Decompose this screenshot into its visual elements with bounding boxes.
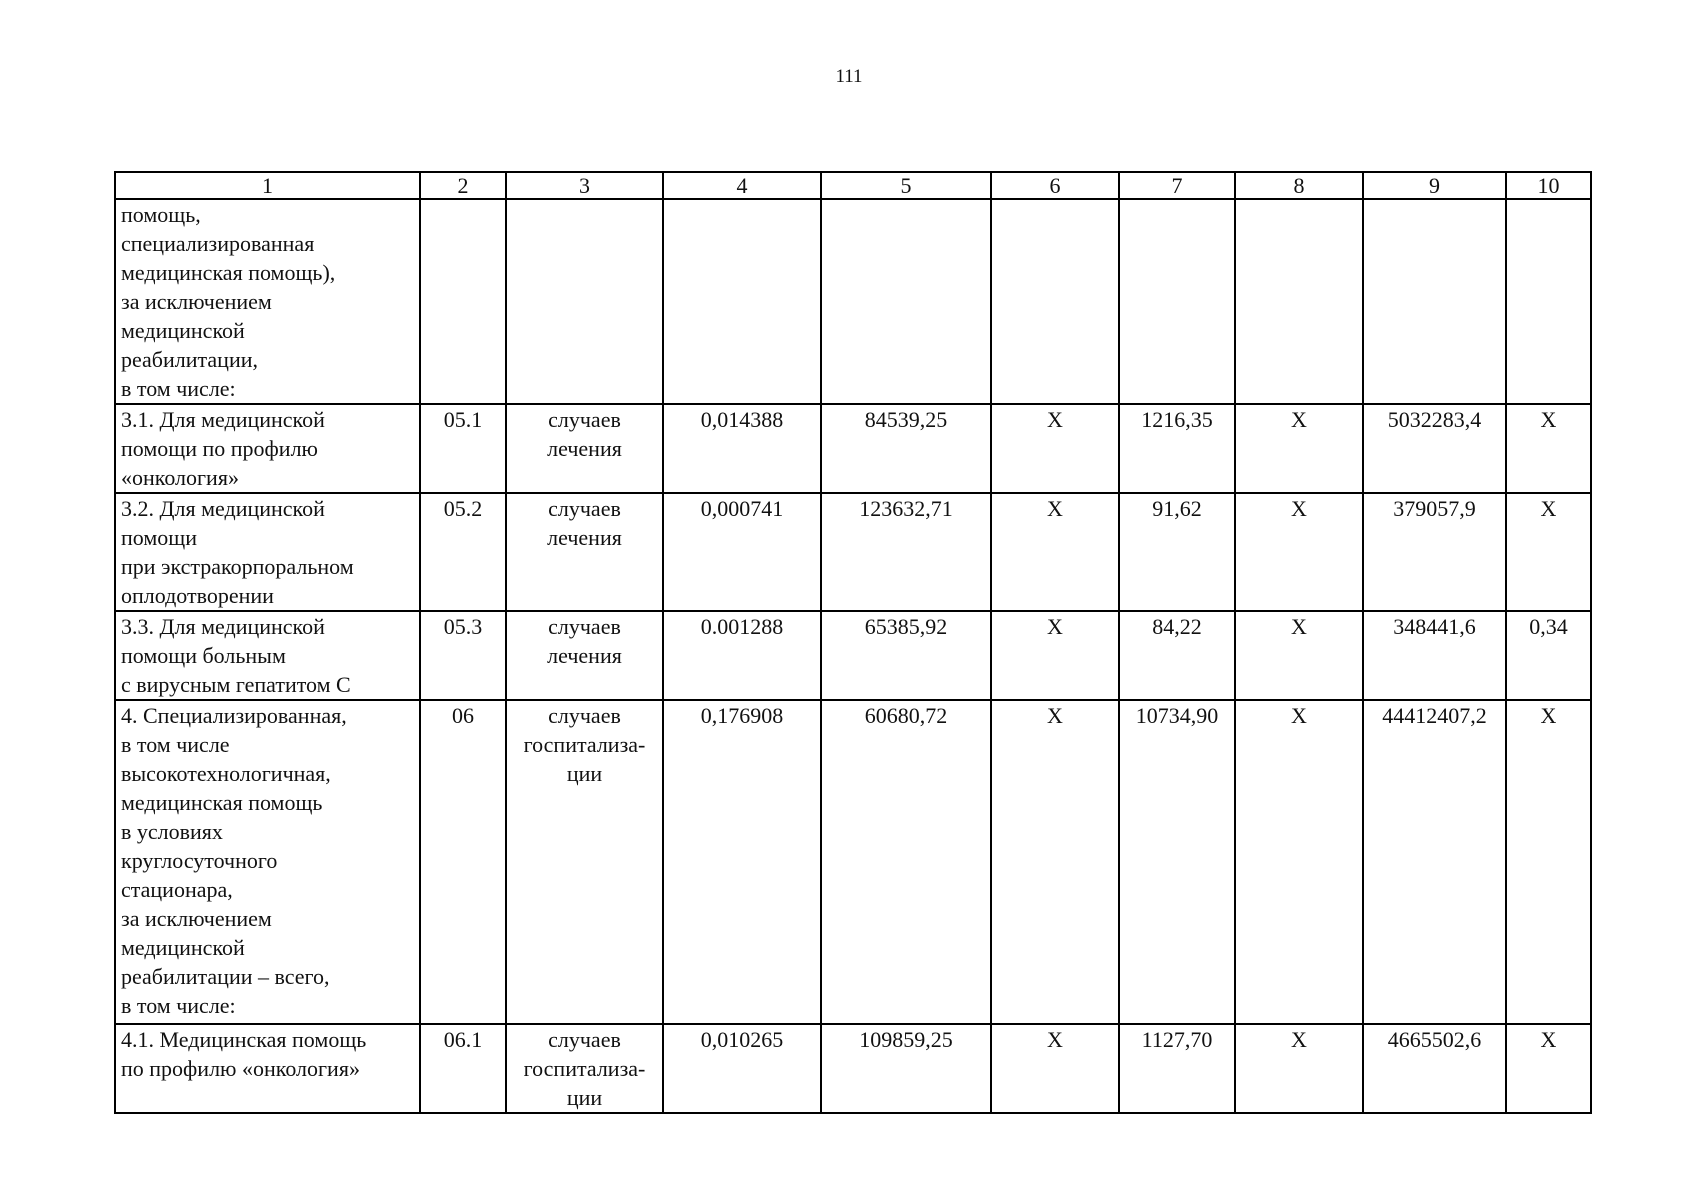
cell-col7 <box>1119 199 1235 404</box>
cell-col6: X <box>991 493 1119 611</box>
cell-col10: X <box>1506 404 1591 493</box>
column-number: 2 <box>420 172 506 199</box>
column-number: 5 <box>821 172 991 199</box>
cell-col6: X <box>991 404 1119 493</box>
cell-col5: 60680,72 <box>821 700 991 1024</box>
cell-col9: 348441,6 <box>1363 611 1506 700</box>
cell-col6: X <box>991 611 1119 700</box>
data-table <box>114 171 1592 1114</box>
row-code: 05.2 <box>420 493 506 611</box>
cell-col10: X <box>1506 493 1591 611</box>
cell-col6: X <box>991 1024 1119 1113</box>
column-number: 7 <box>1119 172 1235 199</box>
row-name: помощь, специализированная медицинская помощь), за исключением медицинской реабилитации, в том числе: <box>115 199 420 404</box>
cell-col10: X <box>1506 700 1591 1024</box>
cell-col8: X <box>1235 700 1363 1024</box>
column-number: 6 <box>991 172 1119 199</box>
table-row <box>115 1024 1591 1113</box>
row-code: 05.3 <box>420 611 506 700</box>
cell-col6 <box>991 199 1119 404</box>
table-row <box>115 611 1591 700</box>
page-number: 111 <box>835 66 863 87</box>
cell-col7: 1127,70 <box>1119 1024 1235 1113</box>
row-unit: случаев лечения <box>506 611 663 700</box>
column-number-row <box>115 172 1591 199</box>
cell-col5: 109859,25 <box>821 1024 991 1113</box>
cell-col9: 44412407,2 <box>1363 700 1506 1024</box>
column-number: 9 <box>1363 172 1506 199</box>
row-name: 3.1. Для медицинской помощи по профилю «онкология» <box>115 404 420 493</box>
row-unit: случаев госпитализа- ции <box>506 700 663 1024</box>
cell-col10: X <box>1506 1024 1591 1113</box>
row-unit: случаев лечения <box>506 404 663 493</box>
cell-col8 <box>1235 199 1363 404</box>
cell-col5: 65385,92 <box>821 611 991 700</box>
row-code: 06.1 <box>420 1024 506 1113</box>
column-number: 4 <box>663 172 821 199</box>
cell-col4: 0.001288 <box>663 611 821 700</box>
cell-col6: X <box>991 700 1119 1024</box>
column-number: 3 <box>506 172 663 199</box>
cell-col5 <box>821 199 991 404</box>
row-name: 4. Специализированная, в том числе высокотехнологичная, медицинская помощь в условиях круглосуточного стационара, за исключением медицинской реабилитации – всего, в том числе: <box>115 700 420 1024</box>
cell-col9: 5032283,4 <box>1363 404 1506 493</box>
row-name: 3.3. Для медицинской помощи больным с вирусным гепатитом С <box>115 611 420 700</box>
cell-col10: 0,34 <box>1506 611 1591 700</box>
table-row <box>115 404 1591 493</box>
cell-col8: X <box>1235 404 1363 493</box>
cell-col7: 84,22 <box>1119 611 1235 700</box>
column-number: 10 <box>1506 172 1591 199</box>
cell-col8: X <box>1235 611 1363 700</box>
cell-col4: 0,014388 <box>663 404 821 493</box>
cell-col5: 123632,71 <box>821 493 991 611</box>
cell-col7: 1216,35 <box>1119 404 1235 493</box>
row-unit: случаев госпитализа- ции <box>506 1024 663 1113</box>
table-row <box>115 700 1591 1024</box>
cell-col9: 379057,9 <box>1363 493 1506 611</box>
table-row <box>115 199 1591 404</box>
cell-col5: 84539,25 <box>821 404 991 493</box>
row-code: 06 <box>420 700 506 1024</box>
cell-col10 <box>1506 199 1591 404</box>
cell-col4: 0,000741 <box>663 493 821 611</box>
row-unit: случаев лечения <box>506 493 663 611</box>
row-code <box>420 199 506 404</box>
row-unit <box>506 199 663 404</box>
row-name: 3.2. Для медицинской помощи при экстракорпоральном оплодотворении <box>115 493 420 611</box>
cell-col9 <box>1363 199 1506 404</box>
row-name: 4.1. Медицинская помощь по профилю «онкология» <box>115 1024 420 1113</box>
cell-col8: X <box>1235 493 1363 611</box>
cell-col4 <box>663 199 821 404</box>
cell-col7: 10734,90 <box>1119 700 1235 1024</box>
cell-col8: X <box>1235 1024 1363 1113</box>
cell-col9: 4665502,6 <box>1363 1024 1506 1113</box>
cell-col4: 0,010265 <box>663 1024 821 1113</box>
cell-col7: 91,62 <box>1119 493 1235 611</box>
cell-col4: 0,176908 <box>663 700 821 1024</box>
column-number: 8 <box>1235 172 1363 199</box>
column-number: 1 <box>115 172 420 199</box>
table-row <box>115 493 1591 611</box>
row-code: 05.1 <box>420 404 506 493</box>
